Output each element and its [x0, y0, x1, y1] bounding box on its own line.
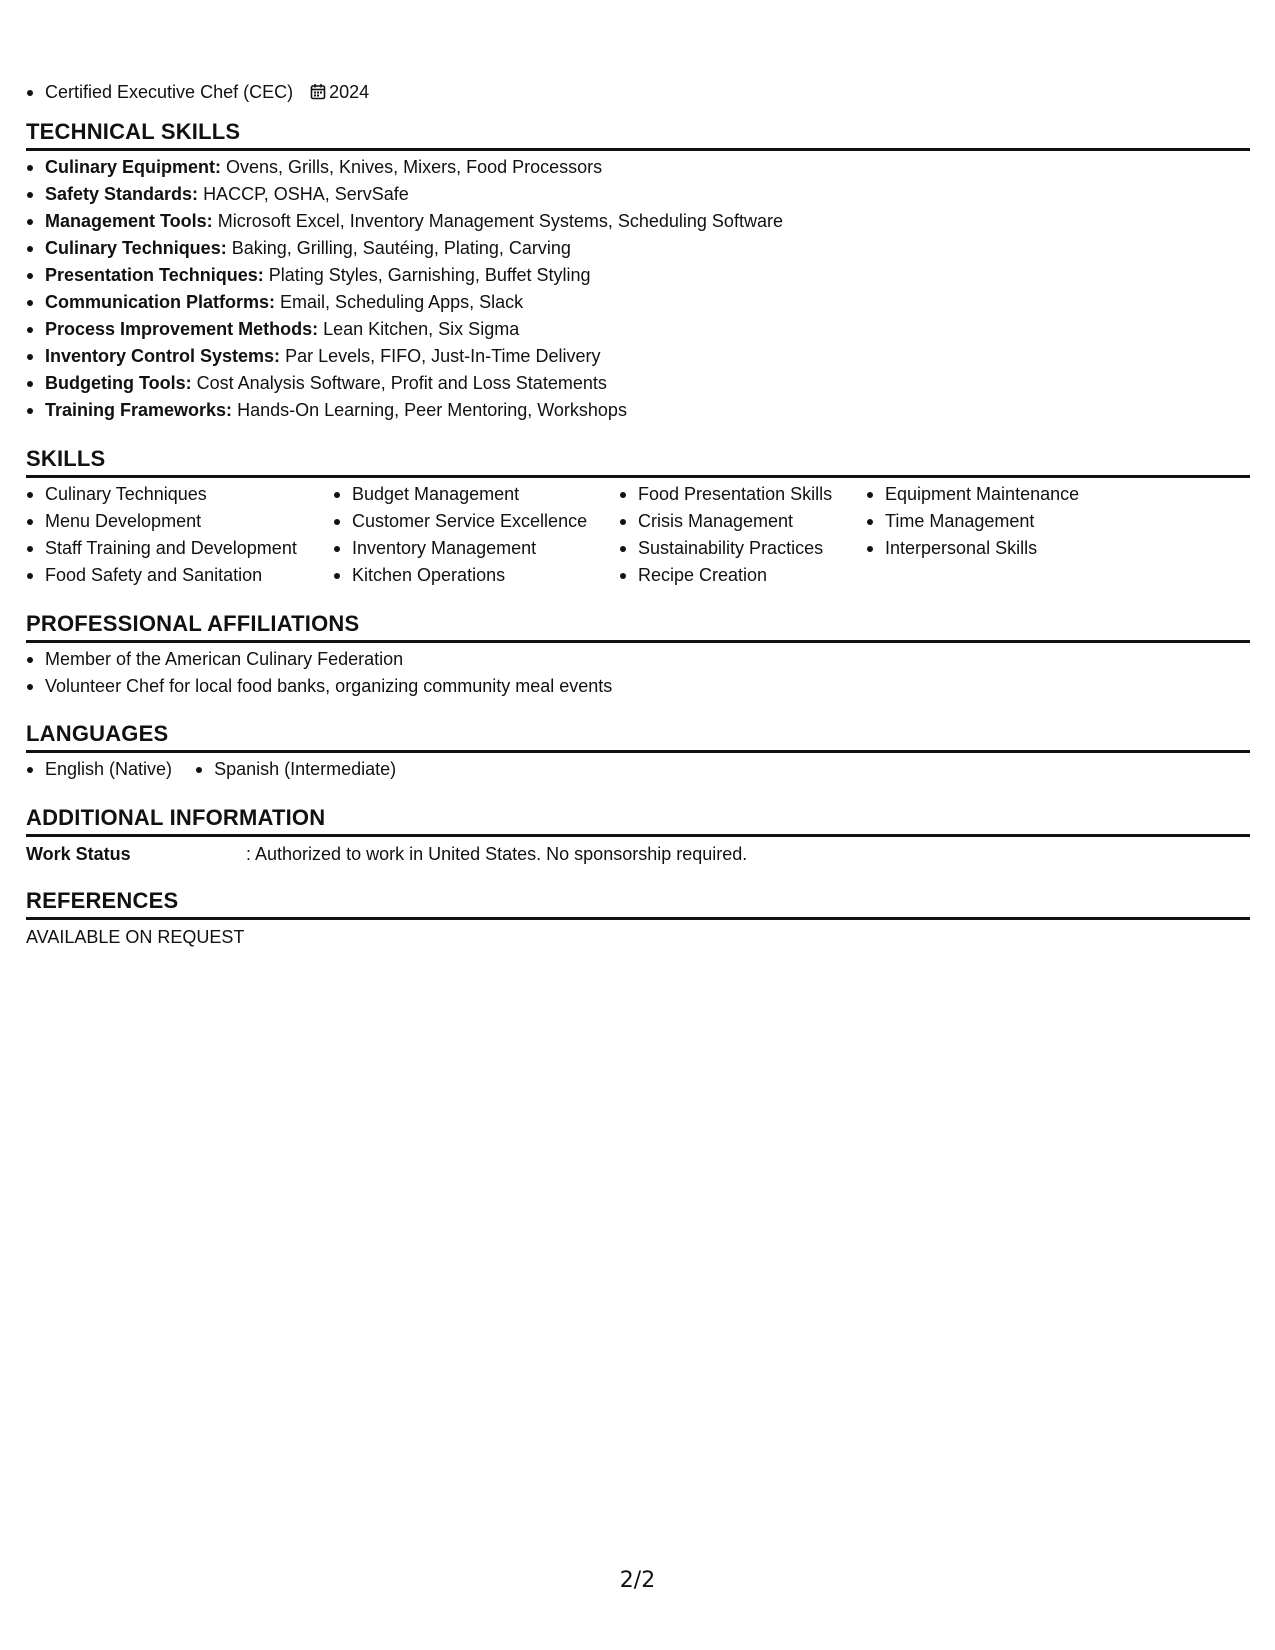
technical-skill-value: Cost Analysis Software, Profit and Loss Statements [196, 373, 607, 393]
skill-item: Culinary Techniques [26, 481, 333, 508]
technical-skill-value: HACCP, OSHA, ServSafe [203, 184, 409, 204]
language-item: English (Native) [26, 756, 172, 783]
skill-item: Customer Service Excellence [333, 508, 619, 535]
technical-skill-label: Inventory Control Systems: [45, 346, 281, 366]
skill-item: Time Management [866, 508, 1126, 535]
technical-skill-value: Plating Styles, Garnishing, Buffet Styling [268, 265, 591, 285]
technical-skill-value: Par Levels, FIFO, Just-In-Time Delivery [285, 346, 601, 366]
affiliation-item: Member of the American Culinary Federation [26, 646, 1250, 673]
technical-skill-label: Management Tools: [45, 211, 213, 231]
technical-skill-item [26, 370, 1250, 397]
technical-skill-item [26, 397, 1250, 424]
technical-skill-item [26, 289, 1250, 316]
references-section [26, 885, 1250, 951]
skill-item: Budget Management [333, 481, 619, 508]
work-status-value: : Authorized to work in United States. No sponsorship required. [246, 844, 748, 864]
technical-skill-item [26, 208, 1250, 235]
technical-skills-list [26, 154, 1250, 424]
skills-column [866, 481, 1126, 589]
technical-skill-value: Baking, Grilling, Sautéing, Plating, Carving [231, 238, 571, 258]
technical-skill-label: Presentation Techniques: [45, 265, 264, 285]
technical-skill-label: Budgeting Tools: [45, 373, 192, 393]
affiliation-item: Volunteer Chef for local food banks, organizing community meal events [26, 673, 1250, 700]
technical-skill-value: Microsoft Excel, Inventory Management Systems, Scheduling Software [217, 211, 783, 231]
skills-section [26, 443, 1250, 589]
technical-skill-label: Safety Standards: [45, 184, 199, 204]
section-title-languages: LANGUAGES [26, 718, 1250, 753]
skill-item: Equipment Maintenance [866, 481, 1126, 508]
page-number: 2/2 [619, 1568, 656, 1593]
work-status-label: Work Status [26, 844, 131, 864]
work-status-row [26, 840, 1250, 868]
technical-skill-item [26, 235, 1250, 262]
calendar-icon [310, 83, 326, 100]
skills-column [26, 481, 333, 589]
technical-skills-section [26, 116, 1250, 424]
technical-skill-value: Email, Scheduling Apps, Slack [280, 292, 524, 312]
skill-item: Staff Training and Development [26, 535, 333, 562]
technical-skill-item [26, 316, 1250, 343]
certification-date [310, 79, 369, 106]
languages-list [26, 756, 1250, 783]
affiliations-section [26, 608, 1250, 700]
technical-skill-value: Lean Kitchen, Six Sigma [323, 319, 520, 339]
additional-info-section [26, 802, 1250, 868]
certification-list [26, 79, 369, 106]
skills-grid [26, 481, 1250, 589]
technical-skill-label: Training Frameworks: [45, 400, 233, 420]
technical-skill-value: Ovens, Grills, Knives, Mixers, Food Processors [226, 157, 603, 177]
technical-skill-label: Culinary Techniques: [45, 238, 227, 258]
technical-skill-item [26, 262, 1250, 289]
certification-item [26, 79, 369, 106]
skill-item: Food Presentation Skills [619, 481, 866, 508]
skills-column [619, 481, 866, 589]
technical-skill-label: Process Improvement Methods: [45, 319, 319, 339]
certification-name: Certified Executive Chef (CEC) [45, 82, 294, 102]
technical-skill-value: Hands-On Learning, Peer Mentoring, Workshops [237, 400, 627, 420]
technical-skill-item [26, 343, 1250, 370]
section-title-technical-skills: TECHNICAL SKILLS [26, 116, 1250, 151]
skill-item: Food Safety and Sanitation [26, 562, 333, 589]
skill-item: Crisis Management [619, 508, 866, 535]
references-text: AVAILABLE ON REQUEST [26, 927, 245, 947]
skill-item: Recipe Creation [619, 562, 866, 589]
technical-skill-label: Communication Platforms: [45, 292, 276, 312]
technical-skill-label: Culinary Equipment: [45, 157, 222, 177]
section-title-additional-info: ADDITIONAL INFORMATION [26, 802, 1250, 837]
language-item: Spanish (Intermediate) [195, 756, 396, 783]
skill-item: Menu Development [26, 508, 333, 535]
technical-skill-item [26, 154, 1250, 181]
section-title-skills: SKILLS [26, 443, 1250, 478]
languages-section [26, 718, 1250, 783]
technical-skill-item [26, 181, 1250, 208]
section-title-affiliations: PROFESSIONAL AFFILIATIONS [26, 608, 1250, 643]
skill-item: Kitchen Operations [333, 562, 619, 589]
skill-item: Interpersonal Skills [866, 535, 1126, 562]
skills-column [333, 481, 619, 589]
section-title-references: REFERENCES [26, 885, 1250, 920]
skill-item: Sustainability Practices [619, 535, 866, 562]
affiliations-list [26, 646, 1250, 700]
skill-item: Inventory Management [333, 535, 619, 562]
certification-year: 2024 [329, 82, 370, 102]
